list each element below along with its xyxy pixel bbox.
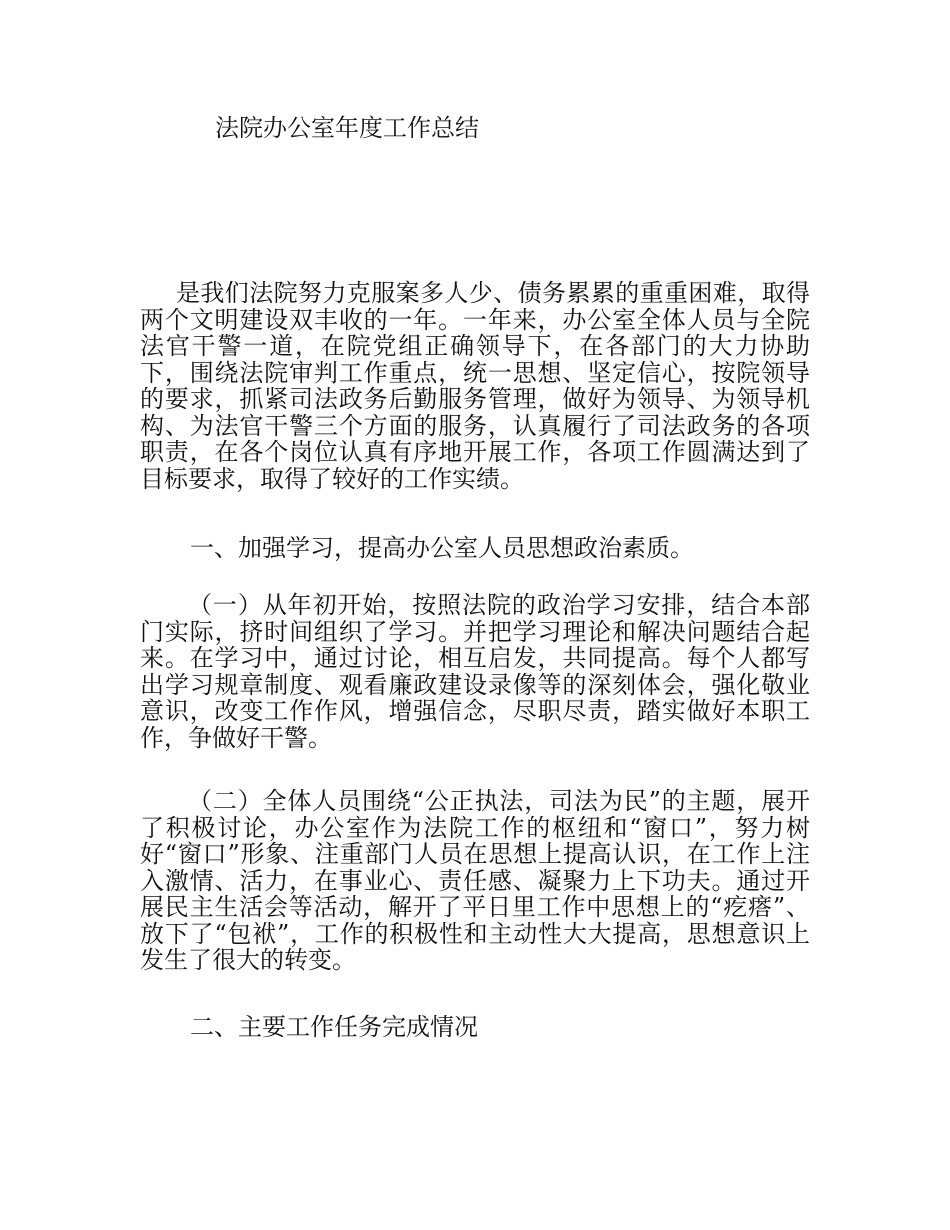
section-heading-1: 一、加强学习，提高办公室人员思想政治素质。	[190, 534, 694, 562]
intro-paragraph: 是我们法院努力克服案多人少、债务累累的重重困难，取得两个文明建设双丰收的一年。一年来，办公室全体人员与全院法官干警一道，在院党组正确领导下，在各部门的大力协助下，围绕法院审判工作重点，统一思想、坚定信心，按院领导的要求，抓紧司法政务后勤服务管理，做好为领导、为领导机构、为法官干警三个方面的服务，认真履行了司法政务的各项职责，在各个岗位认真有序地开展工作，各项工作圆满达到了目标要求，取得了较好的工作实绩。	[140, 279, 810, 493]
document-title: 法院办公室年度工作总结	[215, 114, 479, 142]
section-heading-2: 二、主要工作任务完成情况	[190, 1013, 478, 1041]
section1-paragraph-1: （一）从年初开始，按照法院的政治学习安排，结合本部门实际，挤时间组织了学习。并把学习理论和解决问题结合起来。在学习中，通过讨论，相互启发，共同提高。每个人都写出学习规章制度、观看廉政建设录像等的深刻体会，强化敬业意识，改变工作作风，增强信念，尽职尽责，踏实做好本职工作，争做好干警。	[140, 591, 810, 752]
section1-paragraph-2: （二）全体人员围绕“公正执法，司法为民”的主题，展开了积极讨论，办公室作为法院工作的枢纽和“窗口”，努力树好“窗口”形象、注重部门人员在思想上提高认识，在工作上注入激情、活力，在事业心、责任感、凝聚力上下功夫。通过开展民主生活会等活动，解开了平日里工作中思想上的“疙瘩”、放下了“包袱”，工作的积极性和主动性大大提高，思想意识上发生了很大的转变。	[140, 787, 810, 974]
